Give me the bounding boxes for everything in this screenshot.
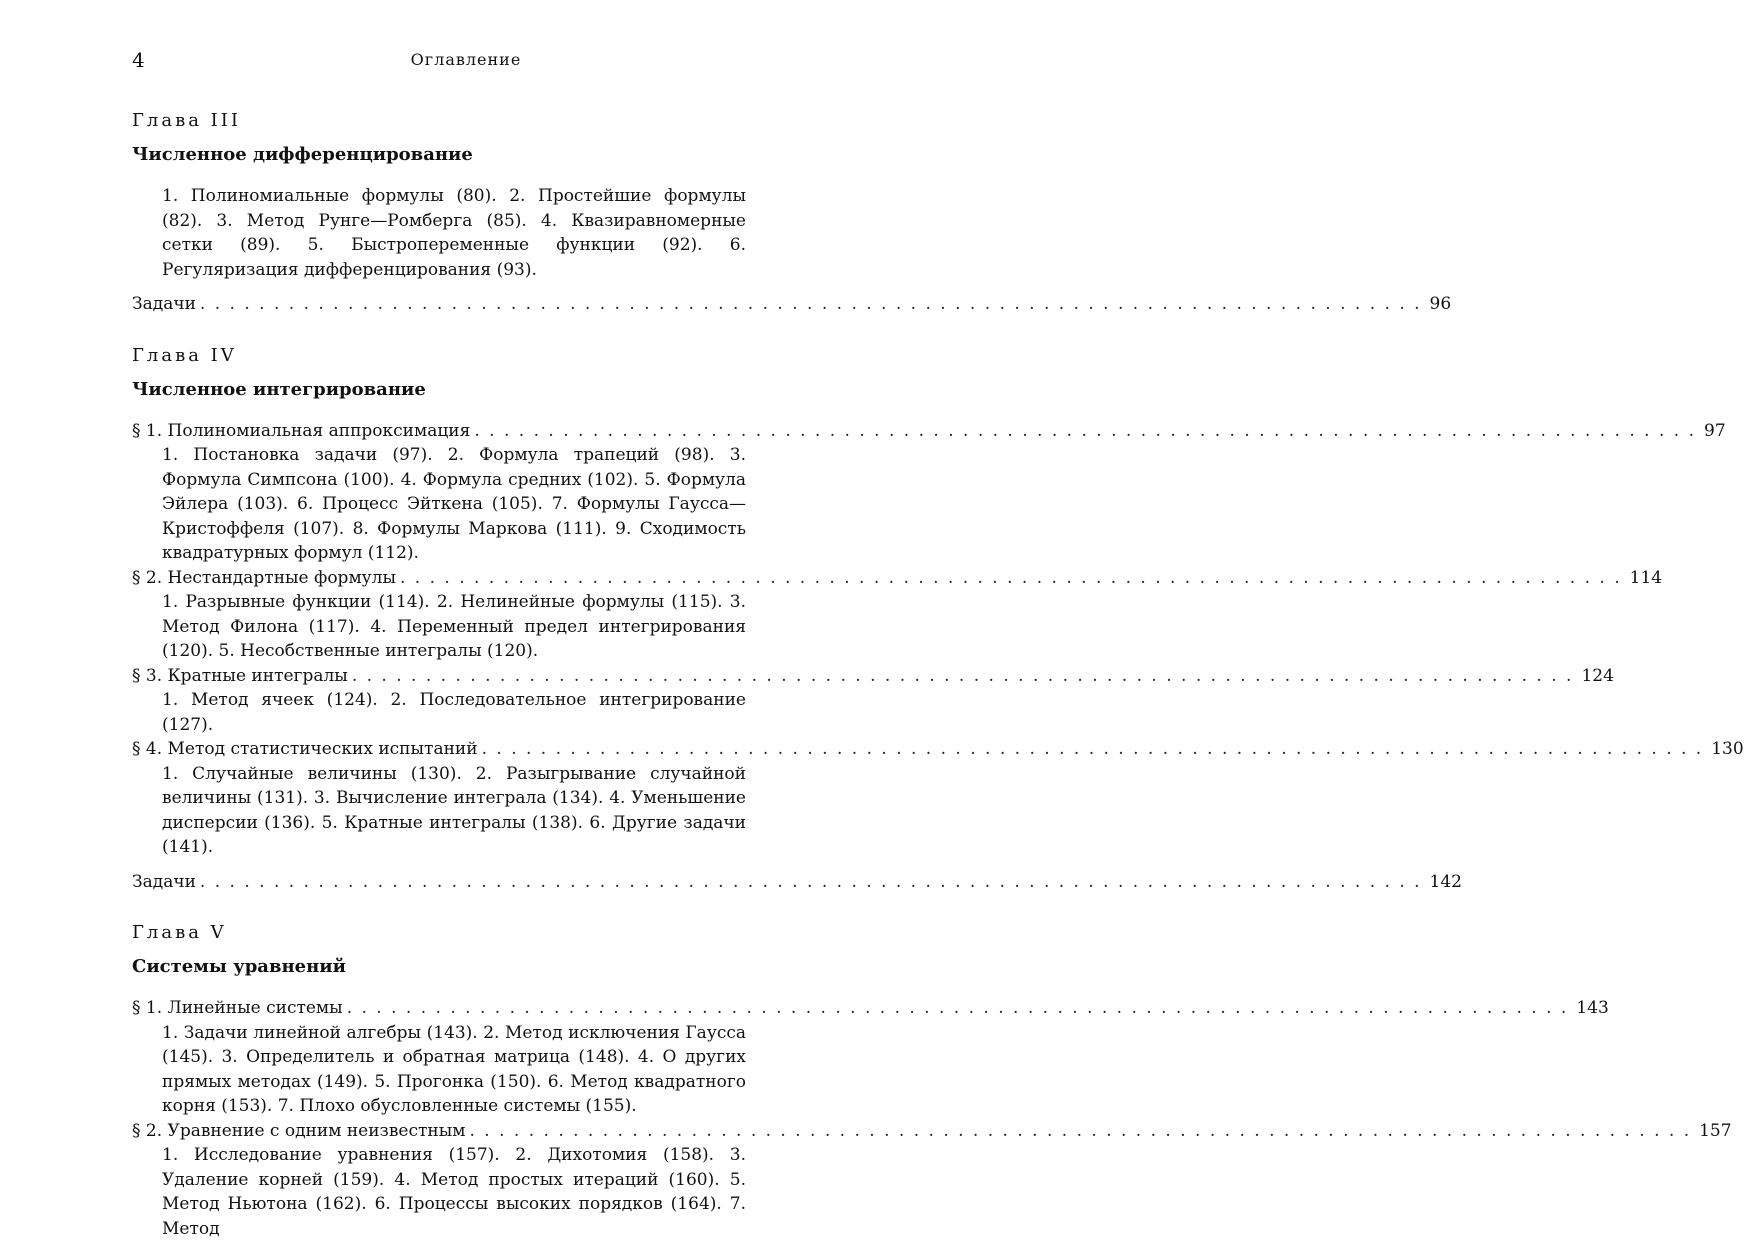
chapter-title: Системы уравнений [132, 956, 346, 977]
section-title: § 1. Полиномиальная аппроксимация [132, 420, 471, 441]
section-entry[interactable] [132, 419, 1726, 444]
dot-leader: . . . . . . . . . . . . . . . . . . . . . . . . . . . . . . . . . . . . . . . . . . . . . . . . . . . . . . . . . . . . . . . . . . . . . . . . . . . . . . . . . . . [469, 1120, 1692, 1141]
dot-leader: . . . . . . . . . . . . . . . . . . . . . . . . . . . . . . . . . . . . . . . . . . . . . . . . . . . . . . . . . . . . . . . . . . . . . . . . . . . . . . . . . . . [346, 998, 1569, 1018]
section-title: § 2. Уравнение с одним неизвестным [132, 1120, 466, 1141]
section-title: § 1. Линейные системы [132, 998, 343, 1018]
running-title: Оглавление [410, 50, 522, 69]
page-ref: 114 [1629, 567, 1663, 588]
section-entry[interactable] [132, 664, 1614, 689]
chapter-label: Глава III [132, 110, 242, 131]
section-entry[interactable] [132, 737, 1744, 762]
page-ref: 124 [1581, 665, 1614, 686]
dot-leader: . . . . . . . . . . . . . . . . . . . . . . . . . . . . . . . . . . . . . . . . . . . . . . . . . . . . . . . . . . . . . . . . . . . . . . . . . . . . . . . . . . . [474, 420, 1696, 441]
section-description: 1. Постановка задачи (97). 2. Формула трапеций (98). 3. Формула Симпсона (100). 4. Формула средних (102). 5. Формула Эйлера (103). 6. Процесс Эйткена (105). 7. Формулы Гаусса—Кристоффеля (107). 8. Формулы Маркова (111). 9. Сходимость квадратурных формул (112). [162, 445, 746, 563]
section-title: § 3. Кратные интегралы [132, 665, 348, 686]
problems-title: Задачи [132, 294, 196, 314]
chapter-label: Глава IV [132, 344, 237, 366]
section-title: § 4. Метод статистических испытаний [132, 739, 478, 759]
section-description: 1. Исследование уравнения (157). 2. Дихотомия (158). 3. Удаление корней (159). 4. Метод простых итераций (160). 5. Метод Ньютона (162). 6. Процессы высоких порядков (164). 7. Метод [162, 1145, 746, 1239]
section-description: 1. Разрывные функции (114). 2. Нелинейные формулы (115). 3. Метод Филона (117). 4. Переменный предел интегрирования (120). 5. Несобственные интегралы (120). [162, 592, 746, 661]
section-description: 1. Метод ячеек (124). 2. Последовательное интегрирование (127). [162, 690, 746, 735]
page-number: 4 [132, 48, 145, 72]
dot-leader: . . . . . . . . . . . . . . . . . . . . . . . . . . . . . . . . . . . . . . . . . . . . . . . . . . . . . . . . . . . . . . . . . . . . . . . . . . . . . . . . . . . [351, 665, 1574, 686]
section-entry[interactable] [132, 566, 1663, 591]
problems-entry[interactable] [132, 870, 1462, 895]
dot-leader: . . . . . . . . . . . . . . . . . . . . . . . . . . . . . . . . . . . . . . . . . . . . . . . . . . . . . . . . . . . . . . . . . . . . . . . . . . . . . . . . . . . [400, 567, 1622, 588]
chapter-label: Глава V [132, 922, 227, 943]
page-ref: 130 [1711, 739, 1744, 759]
page-ref: 157 [1699, 1120, 1732, 1141]
dot-leader: . . . . . . . . . . . . . . . . . . . . . . . . . . . . . . . . . . . . . . . . . . . . . . . . . . . . . . . . . . . . . . . . . . . . . . . . . . . . . . . . . . . [199, 294, 1422, 314]
section-description: 1. Случайные величины (130). 2. Разыгрывание случайной величины (131). 3. Вычисление интеграла (134). 4. Уменьшение дисперсии (136). 5. Кратные интегралы (138). 6. Другие задачи (141). [162, 763, 746, 857]
section-entry[interactable] [132, 1119, 1732, 1144]
chapter-title: Численное интегрирование [132, 378, 426, 400]
page-ref: 142 [1429, 871, 1462, 892]
problems-title: Задачи [132, 871, 196, 892]
page-header [132, 48, 800, 76]
page-ref: 143 [1576, 998, 1609, 1018]
dot-leader: . . . . . . . . . . . . . . . . . . . . . . . . . . . . . . . . . . . . . . . . . . . . . . . . . . . . . . . . . . . . . . . . . . . . . . . . . . . . . . . . . . . [199, 871, 1422, 892]
problems-entry[interactable] [132, 292, 1452, 317]
chapter-title: Численное дифференцирование [132, 144, 473, 165]
section-title: § 2. Нестандартные формулы [132, 567, 396, 588]
table-of-contents [132, 108, 1744, 1241]
page-ref: 97 [1704, 420, 1726, 441]
section-entry[interactable] [132, 996, 1609, 1021]
section-description: 1. Задачи линейной алгебры (143). 2. Метод исключения Гаусса (145). 3. Определитель и обратная матрица (148). 4. О других прямых методах (149). 5. Прогонка (150). 6. Метод квадратного корня (153). 7. Плохо обусловленные системы (155). [162, 1022, 746, 1116]
page-ref: 96 [1429, 294, 1452, 314]
chapter-intro: 1. Полиномиальные формулы (80). 2. Простейшие формулы (82). 3. Метод Рунге—Ромберга (85). 4. Квазиравномерные сетки (89). 5. Быстропеременные функции (92). 6. Регуляризация дифференцирования (93). [162, 186, 746, 280]
dot-leader: . . . . . . . . . . . . . . . . . . . . . . . . . . . . . . . . . . . . . . . . . . . . . . . . . . . . . . . . . . . . . . . . . . . . . . . . . . . . . . . . . . . [481, 739, 1704, 759]
